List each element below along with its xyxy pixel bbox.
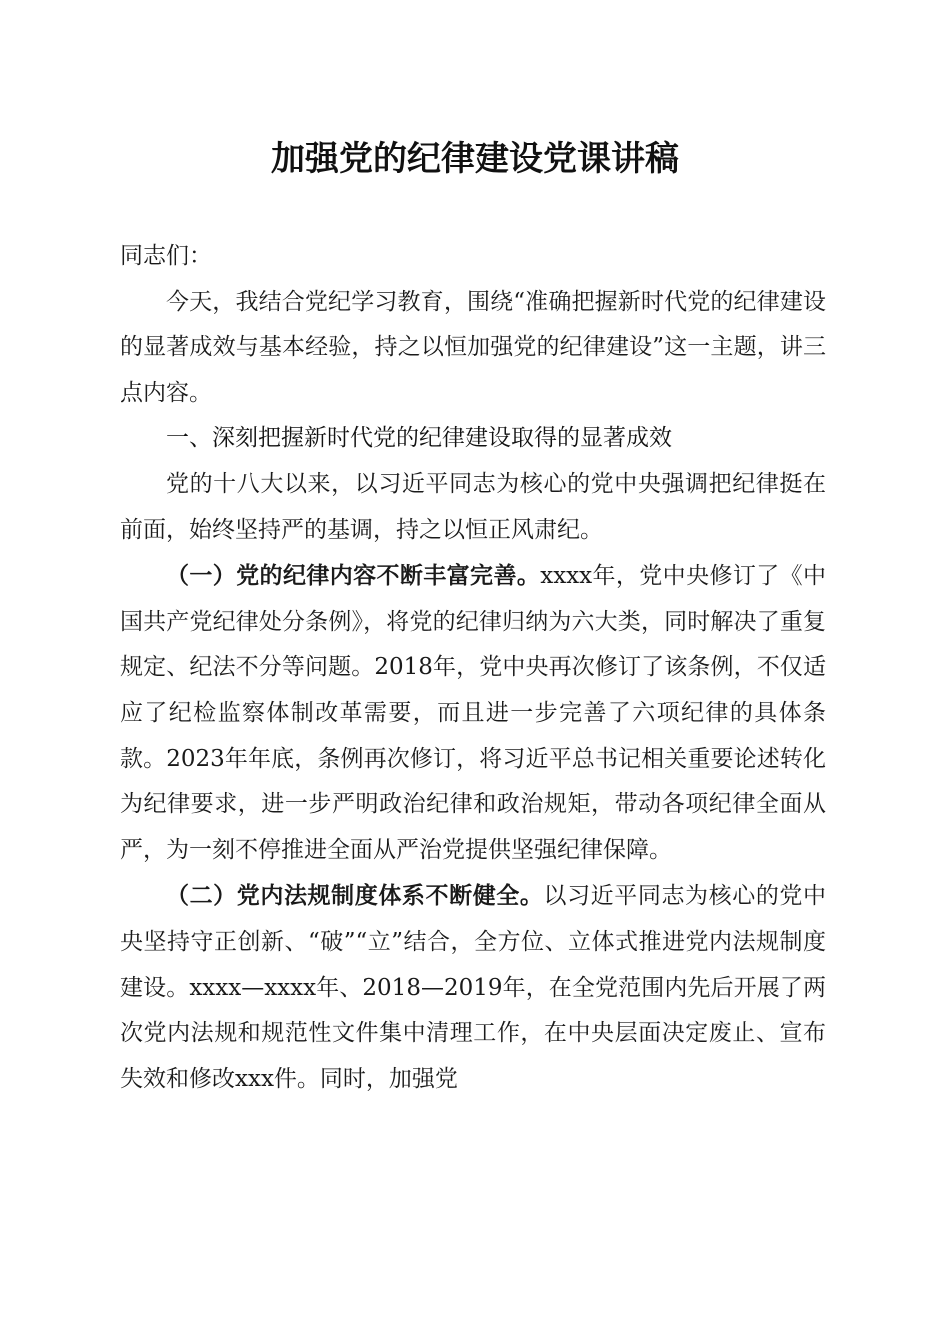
section-1-intro: 党的十八大以来，以习近平同志为核心的党中央强调把纪律挺在前面，始终坚持严的基调，持之以恒正风肃纪。 (120, 470, 826, 543)
document-body (120, 234, 826, 1102)
section-1-heading: 一、深刻把握新时代党的纪律建设取得的显著成效 (166, 425, 672, 452)
point-2-paragraph (120, 873, 826, 1102)
intro-paragraph: 今天，我结合党纪学习教育，围绕“准确把握新时代党的纪律建设的显著成效与基本经验，持之以恒加强党的纪律建设”这一主题，讲三点内容。 (120, 288, 826, 406)
point-1-heading: （一）党的纪律内容不断丰富完善。 (166, 562, 541, 590)
point-2-text: 以习近平同志为核心的党中央坚持守正创新、“破”“立”结合，全方位、立体式推进党内法规制度建设。xxxx—xxxx年、2018—2019年，在全党范围内先后开展了两次党内法规和规范性文件集中清理工作，在中央层面决定废止、宣布失效和修改xxx件。同时，加强党 (120, 883, 827, 1092)
point-2-heading: （二）党内法规制度体系不断健全。 (166, 882, 544, 910)
point-1-text: xxxx年，党中央修订了《中国共产党纪律处分条例》，将党的纪律归纳为六大类，同时解决了重复规定、纪法不分等问题。2018年，党中央再次修订了该条例，不仅适应了纪检监察体制改革需要，而且进一步完善了六项纪律的具体条款。2023年年底，条例再次修订，将习近平总书记相关重要论述转化为纪律要求，进一步严明政治纪律和政治规矩，带动各项纪律全面从严，为一刻不停推进全面从严治党提供坚强纪律保障。 (120, 563, 827, 863)
point-1-paragraph (120, 553, 826, 873)
salutation: 同志们： (120, 243, 212, 269)
document-title: 加强党的纪律建设党课讲稿 (271, 139, 679, 179)
